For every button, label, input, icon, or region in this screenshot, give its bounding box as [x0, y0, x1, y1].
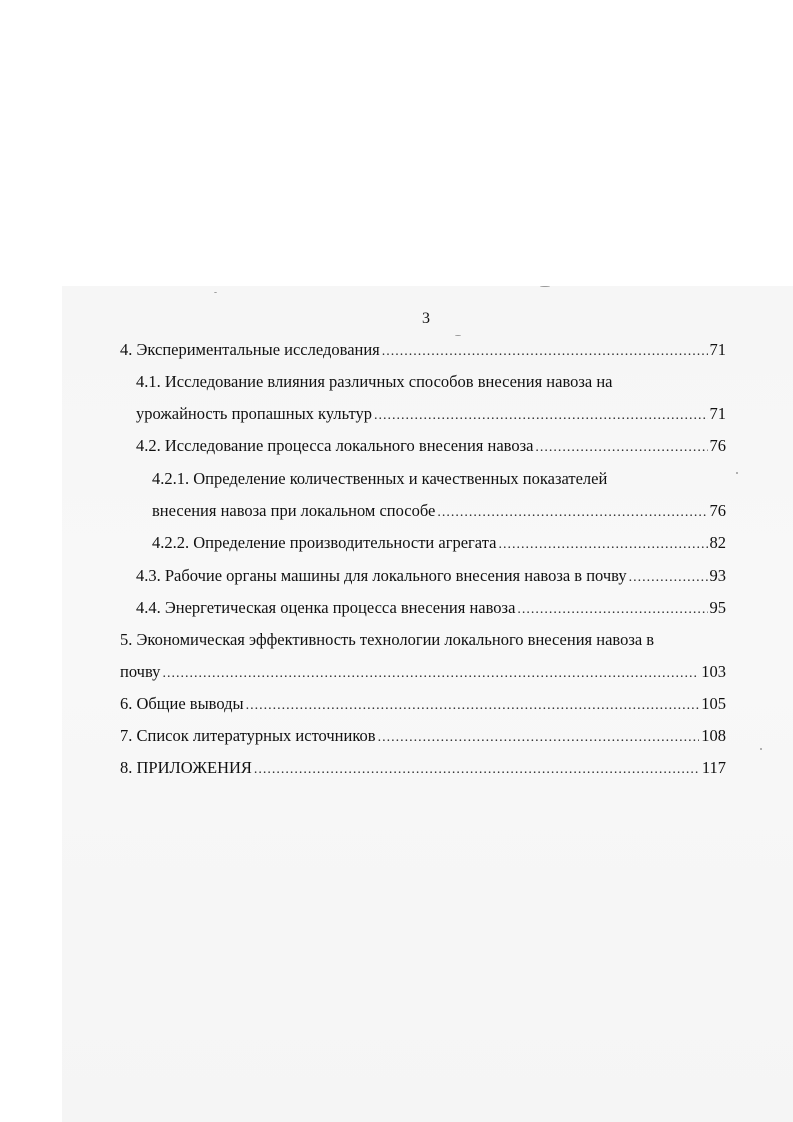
toc-entry-page: 108 — [701, 726, 726, 745]
dot-leader — [437, 503, 707, 523]
toc-entry-page: 93 — [709, 566, 726, 585]
toc-entry-5 — [120, 662, 726, 684]
toc-entry-page: 76 — [709, 501, 726, 520]
toc-entry-8 — [120, 758, 726, 780]
toc-entry-text: 6. Общие выводы — [120, 694, 244, 713]
toc-entry-text: 8. ПРИЛОЖЕНИЯ — [120, 758, 252, 777]
toc-entry-page: 105 — [701, 694, 726, 713]
toc-entry-page: 103 — [701, 662, 726, 681]
dot-leader — [378, 728, 700, 748]
toc-entry-7 — [120, 726, 726, 748]
dot-leader — [254, 760, 700, 780]
toc-entry-page: 76 — [709, 436, 726, 455]
dot-leader — [382, 342, 708, 362]
toc-entry-4-2-1-line1: 4.2.1. Определение количественных и качественных показателей — [152, 469, 608, 488]
toc-entry-text: 4. Экспериментальные исследования — [120, 340, 380, 359]
toc-entry-text: урожайность пропашных культур — [136, 404, 372, 423]
toc-entry-4-4 — [136, 598, 726, 620]
scan-speck — [455, 335, 461, 336]
toc-entry-text: почву — [120, 662, 161, 681]
toc-entry-page: 82 — [709, 533, 726, 552]
dot-leader — [535, 438, 707, 458]
toc-entry-text: 7. Список литературных источников — [120, 726, 376, 745]
toc-entry-text: внесения навоза при локальном способе — [152, 501, 436, 520]
toc-entry-4-1 — [136, 404, 726, 426]
scan-speck — [540, 286, 550, 287]
page-number: 3 — [422, 310, 430, 327]
dot-leader — [498, 535, 707, 555]
scan-speck — [214, 292, 217, 293]
dot-leader — [517, 600, 707, 620]
scan-speck — [760, 748, 762, 750]
dot-leader — [246, 696, 700, 716]
toc-entry-4-2 — [136, 436, 726, 458]
toc-entry-page: 95 — [709, 598, 726, 617]
toc-entry-text: 4.2.2. Определение производительности агрегата — [152, 533, 497, 552]
dot-leader — [629, 568, 708, 588]
dot-leader — [374, 406, 708, 426]
toc-entry-text: 4.2. Исследование процесса локального внесения навоза — [136, 436, 534, 455]
toc-entry-4 — [120, 340, 726, 362]
toc-entry-6 — [120, 694, 726, 716]
toc-entry-page: 117 — [701, 758, 726, 777]
toc-entry-4-1-line1: 4.1. Исследование влияния различных способов внесения навоза на — [136, 372, 613, 391]
toc-entry-page: 71 — [709, 340, 726, 359]
toc-entry-4-2-1 — [152, 501, 726, 523]
toc-entry-page: 71 — [709, 404, 726, 423]
toc-entry-4-2-2 — [152, 533, 726, 555]
scan-speck — [736, 472, 738, 474]
toc-entry-text: 4.4. Энергетическая оценка процесса внесения навоза — [136, 598, 516, 617]
toc-entry-5-line1: 5. Экономическая эффективность технологии локального внесения навоза в — [120, 630, 655, 649]
toc-entry-4-3 — [136, 566, 726, 588]
dot-leader — [162, 664, 699, 684]
toc-entry-text: 4.3. Рабочие органы машины для локального внесения навоза в почву — [136, 566, 627, 585]
